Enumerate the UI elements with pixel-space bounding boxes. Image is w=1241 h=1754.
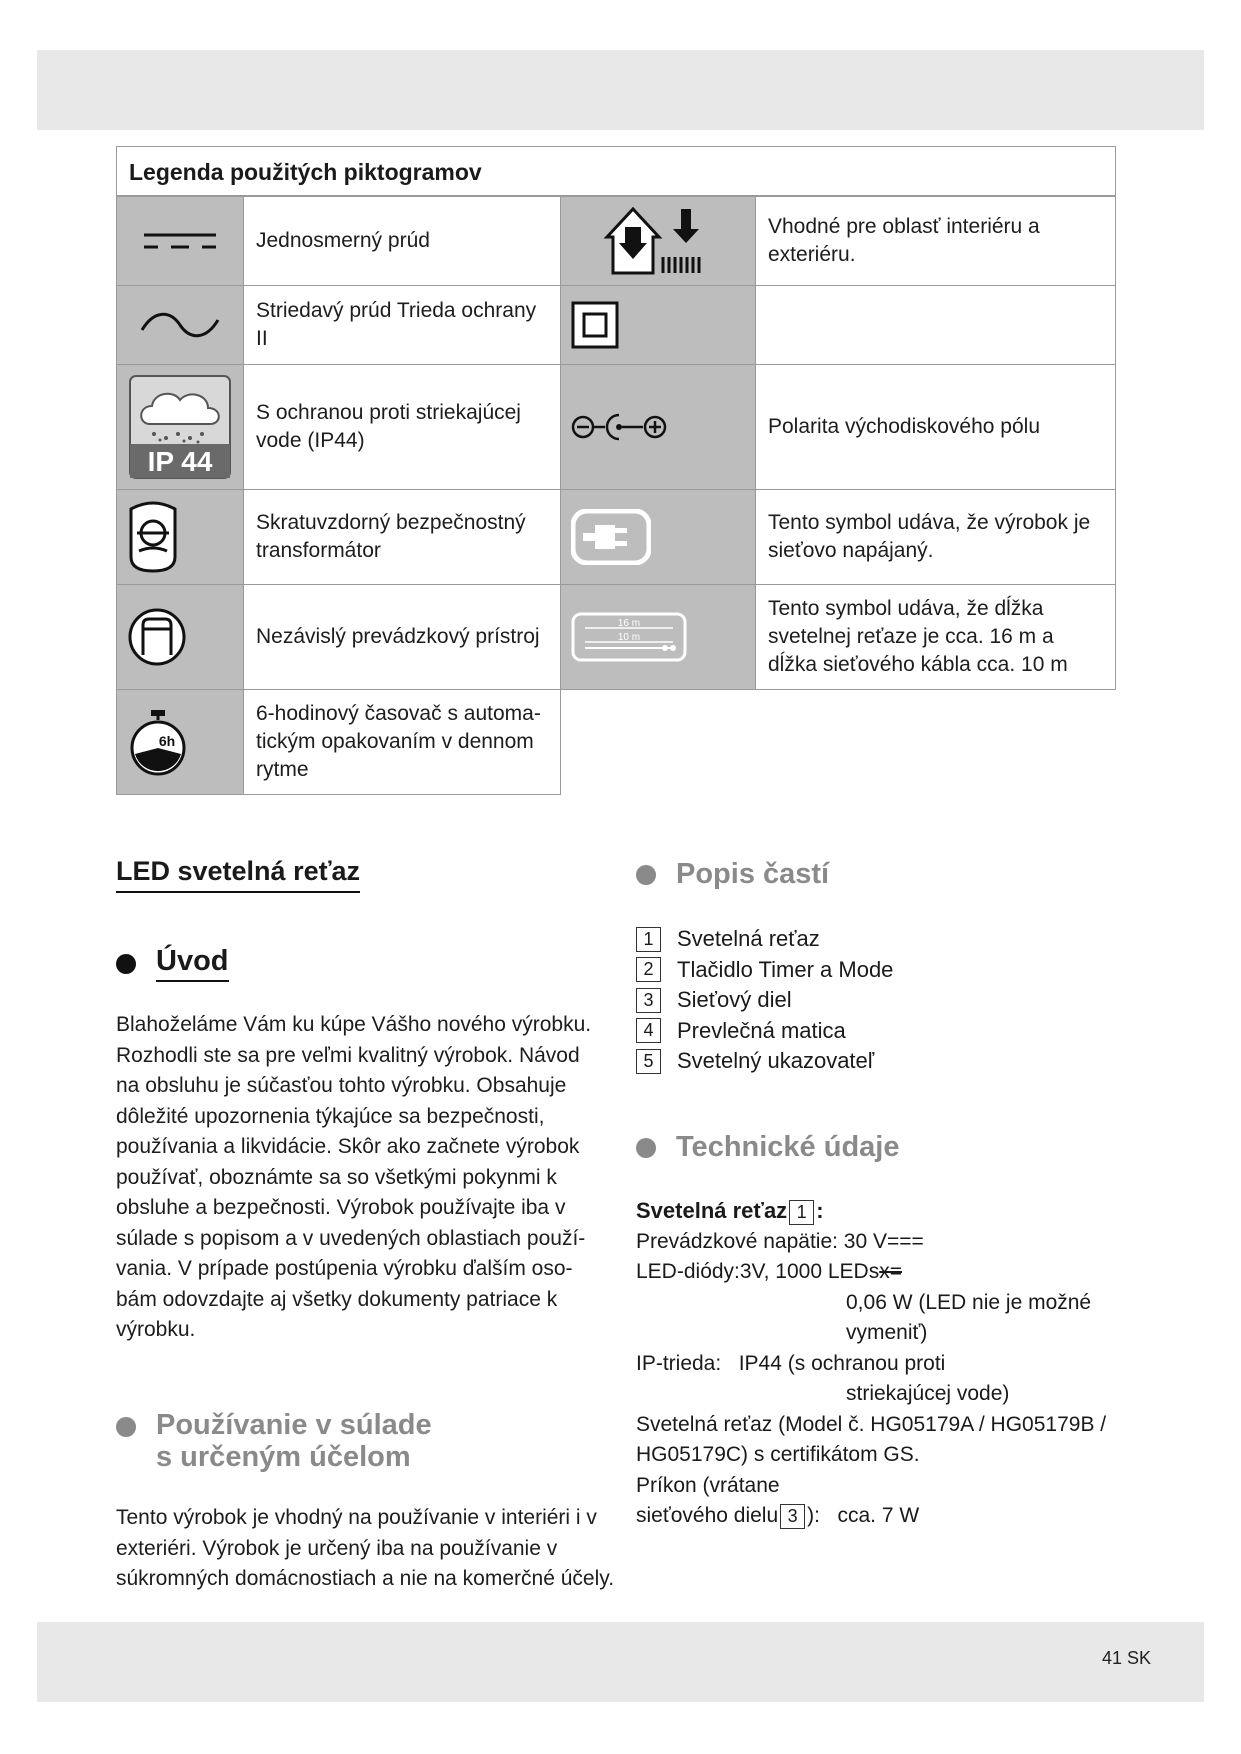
mains-plug-icon xyxy=(560,489,756,585)
legend-text-direct-current: Jednosmerný prúd xyxy=(243,196,561,286)
tech-model: Svetelná reťaz (Model č. HG05179A / HG05179B / xyxy=(636,1412,1107,1436)
timer-6h-icon xyxy=(116,689,244,795)
intro-paragraph: Blahoželáme Vám ku kúpe Vášho nového výrobku. Rozhodli ste sa pre veľmi kvalitný výrobok. Návod na obsluhu je súčasťou tohto výrobku. Obsahuje dôležité upozornenia týkajúce sa bezpečnosti, používania a likvidácie. Skôr ako začnete výrobok používať, oboznámte sa so všetkými pokynmi k obsluhe a bezpečnosti. Výrobok používajte iba v súlade s popisom a v uvedených oblastiach použí-vania. V prípade postúpenia výrobku ďalším oso-bám odovzdajte aj všetky dokumenty patriace k výrobku. xyxy=(116,1013,592,1341)
part-number: 5 xyxy=(636,1049,661,1074)
part-number: 1 xyxy=(636,927,661,952)
tech-subheading: Svetelná reťaz 1 : xyxy=(636,1198,824,1223)
legend-title: Legenda použitých piktogramov xyxy=(116,146,1116,196)
part-number: 1 xyxy=(789,1200,814,1225)
tech-leds-text: LED-diódy:3V, 1000 LEDs xyxy=(636,1260,880,1283)
legend-text-mains-powered: Tento symbol udáva, že výrobok je sieťovo napájaný. xyxy=(755,489,1116,585)
footer-band xyxy=(37,1622,1204,1702)
ip44-icon-label: IP 44 xyxy=(147,446,213,477)
tech-led-power-2: vymeniť) xyxy=(846,1321,928,1344)
legend-text-independent-device: Nezávislý prevádzkový prístroj xyxy=(243,584,561,690)
tech-consumption: Príkon (vrátane xyxy=(636,1473,780,1497)
length-icon-label-16m: 16 m xyxy=(617,618,641,629)
list-item xyxy=(636,924,893,955)
header-band xyxy=(37,50,1204,130)
tech-ip-value: IP44 (s ochranou proti xyxy=(738,1351,946,1375)
ip44-icon xyxy=(116,364,244,490)
tech-model-2: HG05179C) s certifikátom GS. xyxy=(636,1443,920,1466)
list-item xyxy=(636,955,893,986)
part-label: Svetelná reťaz xyxy=(677,926,820,951)
tech-ip xyxy=(636,1349,1156,1380)
alternating-current-icon xyxy=(116,285,244,365)
bullet-icon xyxy=(636,865,656,885)
tech-leds xyxy=(636,1257,1156,1288)
parts-heading xyxy=(636,858,829,891)
intended-use-paragraph: Tento výrobok je vhodný na používanie v interiéri i v exteriéri. Výrobok je určený iba na používanie v súkromných domácnostiach a nie na komerčné účely. xyxy=(116,1506,615,1590)
intended-use-heading-line-2: s určeným účelom xyxy=(156,1441,411,1473)
bullet-icon xyxy=(636,1138,656,1158)
intended-use-heading-line-1: Používanie v súlade xyxy=(156,1409,432,1441)
part-number: 3 xyxy=(636,988,661,1013)
parts-list xyxy=(636,924,893,1077)
part-number: 4 xyxy=(636,1018,661,1043)
page-number: 41 SK xyxy=(1101,1648,1151,1668)
bullet-icon xyxy=(116,1417,136,1437)
part-label: Svetelný ukazovateľ xyxy=(677,1048,875,1073)
legend-text-polarity: Polarita východiskového pólu xyxy=(755,364,1116,490)
indoor-outdoor-icon xyxy=(560,196,756,286)
part-number: 2 xyxy=(636,957,661,982)
tech-heading-text: Technické údaje xyxy=(676,1131,900,1163)
tech-consumption-2-text: sieťového dielu xyxy=(636,1504,779,1527)
dc-symbol: === xyxy=(887,1229,924,1253)
tech-sub-text: Svetelná reťaz xyxy=(636,1198,788,1223)
product-title: LED svetelná reťaz xyxy=(116,856,360,893)
intended-use-heading xyxy=(116,1409,432,1473)
legend-text-empty xyxy=(755,285,1116,365)
tech-consumption-2: sieťového dielu 3 ): cca. 7 W xyxy=(636,1504,920,1527)
tech-voltage-text: Prevádzkové napätie: 30 V xyxy=(636,1229,887,1253)
tech-led-power: 0,06 W (LED nie je možné xyxy=(846,1290,1092,1314)
list-item xyxy=(636,1016,893,1047)
led-symbol: x= xyxy=(879,1260,902,1283)
tech-ip-label: IP-trieda: xyxy=(636,1351,722,1375)
part-label: Prevlečná matica xyxy=(677,1017,846,1043)
part-label: Tlačidlo Timer a Mode xyxy=(677,956,894,982)
parts-heading-text: Popis častí xyxy=(676,858,830,890)
tech-consumption-value: cca. 7 W xyxy=(837,1504,920,1527)
length-icon xyxy=(560,584,756,690)
polarity-icon xyxy=(560,364,756,490)
bullet-icon xyxy=(116,954,136,974)
legend-text-indoor-outdoor: Vhodné pre oblasť interiéru a exteriéru. xyxy=(755,196,1116,286)
legend-text-safety-transformer: Skratuvzdorný bezpečnostný transformátor xyxy=(243,489,561,585)
tech-ip-value-2: striekajúcej vode) xyxy=(846,1382,1010,1405)
legend-text-length: Tento symbol udáva, že dĺžka svetelnej reťaze je cca. 16 m a dĺžka sieťového kábla cca. 10 m xyxy=(755,584,1116,690)
safety-transformer-icon xyxy=(116,489,244,585)
tech-voltage xyxy=(636,1227,1156,1258)
intro-heading-text: Úvod xyxy=(156,945,229,982)
protection-class-ii-icon xyxy=(560,285,756,365)
tech-data xyxy=(636,1196,1156,1532)
timer-icon-label: 6h xyxy=(158,733,176,749)
independent-device-icon xyxy=(116,584,244,690)
tech-heading xyxy=(636,1131,900,1164)
intro-heading xyxy=(116,945,229,982)
legend-text-alternating-current: Striedavý prúd Trieda ochrany II xyxy=(243,285,561,365)
length-icon-label-10m: 10 m xyxy=(617,632,641,643)
direct-current-icon xyxy=(116,196,244,286)
list-item xyxy=(636,1046,893,1077)
legend-text-splash-protection: S ochranou proti striekajúcej vode (IP44) xyxy=(243,364,561,490)
part-label: Sieťový diel xyxy=(677,987,792,1012)
legend-text-timer: 6-hodinový časovač s automa-tickým opakovaním v dennom rytme xyxy=(243,689,561,795)
list-item xyxy=(636,985,893,1016)
part-number: 3 xyxy=(780,1504,805,1529)
